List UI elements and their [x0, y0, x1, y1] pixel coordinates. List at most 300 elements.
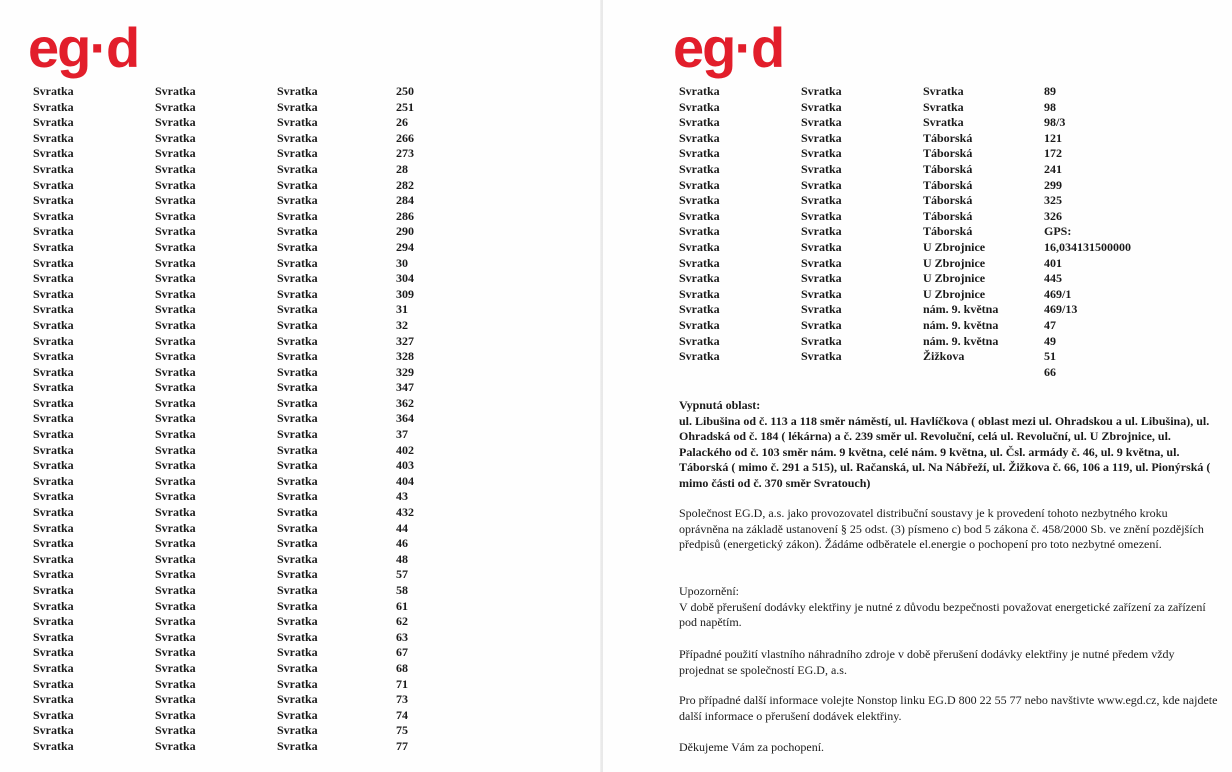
locality-cell: Svratka — [801, 177, 842, 192]
locality-cell: Svratka — [155, 271, 196, 286]
municipality-cell: Svratka — [33, 239, 74, 254]
street-cell: Svratka — [277, 707, 318, 722]
street-cell: Svratka — [277, 536, 318, 551]
street-cell: Svratka — [277, 224, 318, 239]
municipality-cell: Svratka — [679, 193, 720, 208]
legal-basis-paragraph: Společnost EG.D, a.s. jako provozovatel distribuční soustavy je k provedení tohoto nezbytného kroku oprávněna na základě ustanovení § 25 odst. (3) písmeno c) bod 5 zákona č. 458/2000 Sb. ve znění pozdějších předpisů (energetický zákon). Žádáme odběratele el.energie o pochopení pro toto nezbytné omezení. — [679, 506, 1204, 551]
municipality-cell — [679, 365, 801, 381]
locality-cell: Svratka — [155, 738, 196, 753]
table-row — [33, 614, 456, 630]
street-cell: Svratka — [277, 208, 318, 223]
house-number-cell: 44 — [396, 520, 408, 535]
table-row — [33, 443, 456, 459]
municipality-cell: Svratka — [33, 645, 74, 660]
municipality-cell: Svratka — [33, 84, 74, 98]
document-page-left — [0, 0, 602, 772]
house-number-cell: 16,034131500000 — [1044, 239, 1131, 254]
locality-cell: Svratka — [155, 567, 196, 582]
table-row — [33, 100, 456, 116]
street-cell: Svratka — [923, 115, 964, 130]
house-number-cell: 401 — [1044, 255, 1062, 270]
municipality-cell: Svratka — [33, 193, 74, 208]
street-cell: Táborská — [923, 146, 973, 161]
house-number-cell: 362 — [396, 395, 414, 410]
locality-cell: Svratka — [801, 146, 842, 161]
house-number-cell: 28 — [396, 161, 408, 176]
municipality-cell: Svratka — [33, 302, 74, 317]
table-row — [679, 209, 1174, 225]
locality-cell: Svratka — [155, 458, 196, 473]
table-row — [679, 302, 1174, 318]
house-number-cell: 250 — [396, 84, 414, 98]
municipality-cell: Svratka — [679, 317, 720, 332]
locality-cell: Svratka — [155, 629, 196, 644]
table-row — [33, 661, 456, 677]
house-number-cell: 62 — [396, 614, 408, 629]
table-row — [33, 396, 456, 412]
house-number-cell: 68 — [396, 660, 408, 675]
house-number-cell: 469/13 — [1044, 302, 1078, 317]
house-number-cell: 47 — [1044, 317, 1056, 332]
street-cell: Svratka — [277, 723, 318, 738]
street-cell: Žižkova — [923, 349, 965, 364]
house-number-cell: 299 — [1044, 177, 1062, 192]
street-cell: Svratka — [277, 505, 318, 520]
municipality-cell: Svratka — [679, 115, 720, 130]
house-number-cell: 273 — [396, 146, 414, 161]
table-row — [679, 365, 1174, 381]
house-number-cell: 58 — [396, 583, 408, 597]
street-cell: Svratka — [277, 645, 318, 660]
house-number-cell: 445 — [1044, 271, 1062, 286]
table-row — [33, 84, 456, 100]
municipality-cell: Svratka — [33, 567, 74, 582]
house-number-cell: 266 — [396, 130, 414, 145]
table-row — [33, 505, 456, 521]
table-row — [33, 146, 456, 162]
street-cell: Táborská — [923, 177, 973, 192]
house-number-cell: 73 — [396, 692, 408, 707]
locality-cell: Svratka — [155, 551, 196, 566]
table-row — [679, 193, 1174, 209]
house-number-cell: 325 — [1044, 193, 1062, 208]
table-row — [679, 256, 1174, 272]
house-number-cell: 74 — [396, 707, 408, 722]
house-number-cell: 49 — [1044, 333, 1056, 348]
locality-cell: Svratka — [801, 333, 842, 348]
house-number-cell: 328 — [396, 349, 414, 364]
municipality-cell: Svratka — [33, 130, 74, 145]
table-row — [33, 489, 456, 505]
house-number-cell: 43 — [396, 489, 408, 504]
house-number-cell: 241 — [1044, 161, 1062, 176]
municipality-cell: Svratka — [679, 84, 720, 98]
table-row — [679, 349, 1174, 365]
locality-cell: Svratka — [155, 692, 196, 707]
municipality-cell: Svratka — [33, 115, 74, 130]
locality-cell: Svratka — [801, 286, 842, 301]
municipality-cell: Svratka — [679, 208, 720, 223]
municipality-cell: Svratka — [33, 598, 74, 613]
house-number-cell: 66 — [1044, 364, 1056, 379]
street-cell: Svratka — [277, 130, 318, 145]
house-number-cell: 89 — [1044, 84, 1056, 98]
locality-cell: Svratka — [155, 224, 196, 239]
locality-cell: Svratka — [155, 660, 196, 675]
street-cell: Svratka — [277, 551, 318, 566]
contact-paragraph: Pro případné další informace volejte Nonstop linku EG.D 800 22 55 77 nebo navštivte www.egd.cz, kde najdete další informace o přerušení dodávek elektřiny. — [679, 693, 1218, 723]
street-cell: Svratka — [277, 598, 318, 613]
street-cell: Svratka — [923, 99, 964, 114]
house-number-cell: 326 — [1044, 208, 1062, 223]
street-cell: U Zbrojnice — [923, 255, 986, 270]
locality-cell: Svratka — [155, 302, 196, 317]
table-row — [33, 521, 456, 537]
locality-cell: Svratka — [155, 130, 196, 145]
municipality-cell: Svratka — [33, 489, 74, 504]
house-number-cell: 75 — [396, 723, 408, 738]
municipality-cell: Svratka — [679, 271, 720, 286]
house-number-cell: 286 — [396, 208, 414, 223]
table-row — [33, 349, 456, 365]
table-row — [679, 318, 1174, 334]
table-row — [33, 739, 456, 755]
municipality-cell: Svratka — [33, 177, 74, 192]
table-row — [33, 365, 456, 381]
locality-cell: Svratka — [801, 115, 842, 130]
street-cell: Svratka — [277, 583, 318, 597]
locality-cell: Svratka — [155, 193, 196, 208]
street-cell: Svratka — [277, 676, 318, 691]
municipality-cell: Svratka — [679, 161, 720, 176]
locality-cell: Svratka — [155, 598, 196, 613]
locality-cell: Svratka — [801, 224, 842, 239]
locality-cell: Svratka — [155, 84, 196, 98]
house-number-cell: 30 — [396, 255, 408, 270]
street-cell: Svratka — [277, 349, 318, 364]
locality-cell: Svratka — [155, 146, 196, 161]
street-cell: Svratka — [277, 614, 318, 629]
street-cell: Svratka — [277, 629, 318, 644]
municipality-cell: Svratka — [33, 723, 74, 738]
locality-cell: Svratka — [801, 161, 842, 176]
backup-source-paragraph: Případné použití vlastního náhradního zdroje v době přerušení dodávky elektřiny je nutné předem vždy projednat se společností EG.D, a.s. — [679, 647, 1175, 677]
municipality-cell: Svratka — [33, 208, 74, 223]
municipality-cell: Svratka — [33, 676, 74, 691]
house-number-cell: 304 — [396, 271, 414, 286]
table-row — [33, 115, 456, 131]
house-number-cell: 48 — [396, 551, 408, 566]
street-cell — [923, 365, 1044, 381]
locality-cell: Svratka — [155, 520, 196, 535]
street-cell: Svratka — [277, 738, 318, 753]
locality-cell: Svratka — [155, 380, 196, 395]
table-row — [33, 583, 456, 599]
municipality-cell: Svratka — [33, 520, 74, 535]
municipality-cell: Svratka — [33, 161, 74, 176]
locality-cell: Svratka — [155, 333, 196, 348]
table-row — [33, 458, 456, 474]
house-number-cell: 31 — [396, 302, 408, 317]
table-row — [679, 271, 1174, 287]
house-number-cell: 67 — [396, 645, 408, 660]
street-cell: Svratka — [277, 395, 318, 410]
municipality-cell: Svratka — [33, 660, 74, 675]
street-cell: nám. 9. května — [923, 317, 999, 332]
house-number-cell: 172 — [1044, 146, 1062, 161]
locality-cell: Svratka — [801, 84, 842, 98]
table-row — [33, 287, 456, 303]
street-cell: Svratka — [277, 473, 318, 488]
table-row — [679, 240, 1174, 256]
locality-cell: Svratka — [155, 645, 196, 660]
house-number-cell: 403 — [396, 458, 414, 473]
table-row — [33, 536, 456, 552]
municipality-cell: Svratka — [33, 317, 74, 332]
locality-cell: Svratka — [155, 442, 196, 457]
outage-area-section — [679, 398, 1219, 491]
locality-cell: Svratka — [155, 317, 196, 332]
municipality-cell: Svratka — [679, 239, 720, 254]
street-cell: Svratka — [923, 84, 964, 98]
locality-cell: Svratka — [155, 723, 196, 738]
house-number-cell: 51 — [1044, 349, 1056, 364]
street-cell: Táborská — [923, 224, 973, 239]
municipality-cell: Svratka — [33, 614, 74, 629]
municipality-cell: Svratka — [679, 99, 720, 114]
house-number-cell: 329 — [396, 364, 414, 379]
table-row — [33, 427, 456, 443]
warning-title: Upozornění: — [679, 584, 739, 598]
street-cell: nám. 9. května — [923, 333, 999, 348]
egd-logo: eg·d — [673, 16, 784, 79]
warning-text: V době přerušení dodávky elektřiny je nutné z důvodu bezpečnosti považovat energetické zařízení za zařízení pod napětím. — [679, 599, 1206, 629]
street-cell: Svratka — [277, 333, 318, 348]
municipality-cell: Svratka — [33, 271, 74, 286]
table-row — [33, 645, 456, 661]
municipality-cell: Svratka — [679, 302, 720, 317]
municipality-cell: Svratka — [33, 427, 74, 442]
house-number-cell: 432 — [396, 505, 414, 520]
house-number-cell: 98 — [1044, 99, 1056, 114]
locality-cell: Svratka — [155, 349, 196, 364]
table-row — [33, 723, 456, 739]
table-row — [33, 552, 456, 568]
document-page-right — [603, 0, 1232, 772]
street-cell: Svratka — [277, 567, 318, 582]
street-cell: Svratka — [277, 489, 318, 504]
municipality-cell: Svratka — [33, 411, 74, 426]
house-number-cell: 294 — [396, 239, 414, 254]
street-cell: nám. 9. května — [923, 302, 999, 317]
address-table-right — [679, 84, 1174, 380]
locality-cell: Svratka — [801, 302, 842, 317]
locality-cell: Svratka — [155, 99, 196, 114]
locality-cell: Svratka — [155, 239, 196, 254]
locality-cell: Svratka — [155, 411, 196, 426]
locality-cell: Svratka — [155, 395, 196, 410]
municipality-cell: Svratka — [33, 349, 74, 364]
locality-cell: Svratka — [155, 583, 196, 597]
table-row — [679, 178, 1174, 194]
locality-cell: Svratka — [155, 208, 196, 223]
locality-cell: Svratka — [801, 99, 842, 114]
house-number-cell: 61 — [396, 598, 408, 613]
house-number-cell: 282 — [396, 177, 414, 192]
house-number-cell: 57 — [396, 567, 408, 582]
house-number-cell: 71 — [396, 676, 408, 691]
house-number-cell: GPS: — [1044, 224, 1072, 239]
house-number-cell: 309 — [396, 286, 414, 301]
street-cell: U Zbrojnice — [923, 286, 986, 301]
municipality-cell: Svratka — [33, 333, 74, 348]
table-row — [679, 131, 1174, 147]
municipality-cell: Svratka — [33, 286, 74, 301]
locality-cell: Svratka — [155, 505, 196, 520]
street-cell: Svratka — [277, 458, 318, 473]
municipality-cell: Svratka — [679, 255, 720, 270]
street-cell: Svratka — [277, 255, 318, 270]
street-cell: Táborská — [923, 193, 973, 208]
locality-cell: Svratka — [155, 614, 196, 629]
table-row — [33, 240, 456, 256]
municipality-cell: Svratka — [33, 551, 74, 566]
locality-cell: Svratka — [155, 286, 196, 301]
locality-cell: Svratka — [155, 364, 196, 379]
table-row — [33, 630, 456, 646]
table-row — [33, 708, 456, 724]
outage-area-description: ul. Libušina od č. 113 a 118 směr náměstí, ul. Havlíčkova ( oblast mezi ul. Ohradskou a ul. Libušina), ul. Ohradská od č. 184 ( lékárna) a č. 239 směr ul. Revoluční, celá ul. Revoluční, ul. U Zbrojnice, ul. Palackého od č. 103 směr nám. 9 května, celé nám. 9 května, ul. Čsl. armády č. 46, ul. 9 května, ul. Táborská ( mimo č. 291 a 515), ul. Račanská, ul. Na Nábřeží, ul. Žižkova č. 66, 106 a 119, ul. Pionýrská ( mimo části od č. 370 směr Svratouch) — [679, 413, 1211, 490]
street-cell: Svratka — [277, 411, 318, 426]
locality-cell: Svratka — [801, 317, 842, 332]
locality-cell: Svratka — [801, 349, 842, 364]
street-cell: Svratka — [277, 177, 318, 192]
locality-cell: Svratka — [155, 177, 196, 192]
street-cell: U Zbrojnice — [923, 271, 986, 286]
street-cell: Svratka — [277, 317, 318, 332]
table-row — [33, 302, 456, 318]
street-cell: Svratka — [277, 115, 318, 130]
street-cell: Svratka — [277, 99, 318, 114]
address-table-left — [33, 84, 456, 755]
municipality-cell: Svratka — [679, 146, 720, 161]
table-row — [33, 474, 456, 490]
municipality-cell: Svratka — [33, 395, 74, 410]
table-row — [33, 162, 456, 178]
table-row — [33, 567, 456, 583]
house-number-cell: 98/3 — [1044, 115, 1066, 130]
house-number-cell: 347 — [396, 380, 414, 395]
table-row — [679, 224, 1174, 240]
municipality-cell: Svratka — [33, 255, 74, 270]
table-row — [33, 380, 456, 396]
municipality-cell: Svratka — [33, 380, 74, 395]
municipality-cell: Svratka — [33, 99, 74, 114]
thanks-line: Děkujeme Vám za pochopení. — [679, 740, 825, 754]
house-number-cell: 469/1 — [1044, 286, 1072, 301]
locality-cell: Svratka — [155, 427, 196, 442]
table-row — [33, 131, 456, 147]
locality-cell: Svratka — [155, 536, 196, 551]
table-row — [33, 677, 456, 693]
municipality-cell: Svratka — [33, 692, 74, 707]
municipality-cell: Svratka — [33, 707, 74, 722]
municipality-cell: Svratka — [33, 458, 74, 473]
street-cell: Svratka — [277, 660, 318, 675]
street-cell: Svratka — [277, 427, 318, 442]
table-row — [679, 115, 1174, 131]
house-number-cell: 26 — [396, 115, 408, 130]
table-row — [679, 84, 1174, 100]
table-row — [33, 193, 456, 209]
municipality-cell: Svratka — [33, 583, 74, 597]
municipality-cell: Svratka — [679, 177, 720, 192]
street-cell: Svratka — [277, 271, 318, 286]
table-row — [679, 334, 1174, 350]
street-cell: Svratka — [277, 286, 318, 301]
table-row — [33, 256, 456, 272]
street-cell: Svratka — [277, 239, 318, 254]
municipality-cell: Svratka — [33, 364, 74, 379]
house-number-cell: 251 — [396, 99, 414, 114]
locality-cell: Svratka — [155, 161, 196, 176]
house-number-cell: 327 — [396, 333, 414, 348]
street-cell: Svratka — [277, 193, 318, 208]
locality-cell: Svratka — [155, 115, 196, 130]
municipality-cell: Svratka — [679, 286, 720, 301]
municipality-cell: Svratka — [33, 473, 74, 488]
house-number-cell: 63 — [396, 629, 408, 644]
locality-cell: Svratka — [155, 255, 196, 270]
street-cell: Svratka — [277, 442, 318, 457]
street-cell: Svratka — [277, 520, 318, 535]
house-number-cell: 32 — [396, 317, 408, 332]
street-cell: Svratka — [277, 364, 318, 379]
house-number-cell: 37 — [396, 427, 408, 442]
locality-cell — [801, 365, 923, 381]
street-cell: Svratka — [277, 161, 318, 176]
municipality-cell: Svratka — [33, 629, 74, 644]
table-row — [33, 271, 456, 287]
locality-cell: Svratka — [155, 676, 196, 691]
street-cell: Svratka — [277, 302, 318, 317]
house-number-cell: 284 — [396, 193, 414, 208]
table-row — [679, 287, 1174, 303]
locality-cell: Svratka — [801, 271, 842, 286]
locality-cell: Svratka — [801, 130, 842, 145]
warning-section — [679, 584, 1219, 631]
locality-cell: Svratka — [801, 193, 842, 208]
locality-cell: Svratka — [801, 255, 842, 270]
table-row — [679, 146, 1174, 162]
table-row — [33, 411, 456, 427]
table-row — [33, 318, 456, 334]
table-row — [33, 692, 456, 708]
municipality-cell: Svratka — [33, 146, 74, 161]
street-cell: Svratka — [277, 84, 318, 98]
table-row — [33, 178, 456, 194]
egd-logo: eg·d — [28, 16, 139, 79]
street-cell: Táborská — [923, 208, 973, 223]
locality-cell: Svratka — [155, 707, 196, 722]
municipality-cell: Svratka — [679, 130, 720, 145]
municipality-cell: Svratka — [33, 224, 74, 239]
house-number-cell: 402 — [396, 442, 414, 457]
outage-area-title: Vypnutá oblast: — [679, 398, 761, 412]
table-row — [33, 599, 456, 615]
municipality-cell: Svratka — [679, 333, 720, 348]
house-number-cell: 404 — [396, 473, 414, 488]
